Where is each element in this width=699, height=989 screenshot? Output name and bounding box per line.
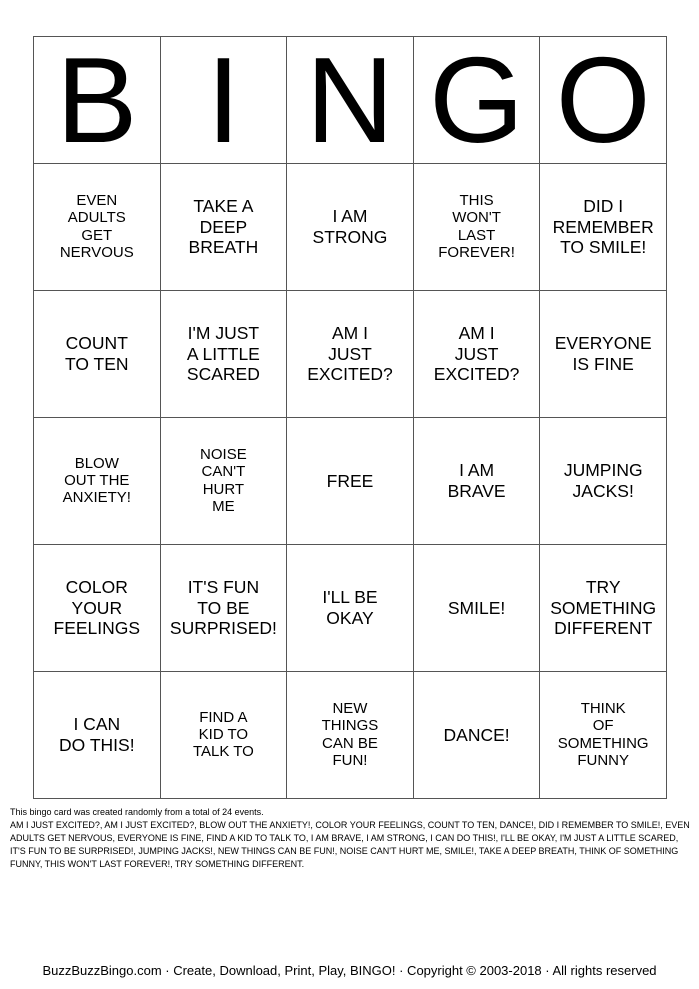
bingo-cell [540, 672, 667, 799]
bingo-cell [34, 164, 161, 291]
bingo-row-1 [34, 164, 667, 291]
bingo-cell [34, 418, 161, 545]
bingo-cell [34, 291, 161, 418]
header-letter-g: G [413, 37, 540, 164]
header-letter-b: B [34, 37, 161, 164]
cell-text: I AM BRAVE [447, 460, 506, 501]
cell-text: THIS WON'T LAST FOREVER! [438, 192, 515, 261]
bingo-cell [413, 418, 540, 545]
cell-text: EVERYONE IS FINE [554, 333, 652, 374]
cell-text: COLOR YOUR FEELINGS [53, 577, 141, 638]
cell-text: TAKE A DEEP BREATH [188, 196, 259, 257]
bingo-row-5 [34, 672, 667, 799]
bingo-cell [540, 164, 667, 291]
cell-text: FIND A KID TO TALK TO [192, 708, 254, 761]
bingo-cell [413, 545, 540, 672]
cell-text: I CAN DO THIS! [59, 714, 135, 755]
bingo-cell [540, 545, 667, 672]
bingo-cell [413, 291, 540, 418]
bingo-cell [160, 418, 287, 545]
cell-text: I'M JUST A LITTLE SCARED [186, 323, 260, 384]
cell-text: I'LL BE OKAY [322, 587, 378, 628]
bingo-card [33, 36, 667, 799]
cell-text: BLOW OUT THE ANXIETY! [62, 454, 131, 507]
bingo-row-3 [34, 418, 667, 545]
cell-text: THINK OF SOMETHING FUNNY [557, 700, 649, 769]
card-info-event-list: AM I JUST EXCITED?, AM I JUST EXCITED?, BLOW OUT THE ANXIETY!, COLOR YOUR FEELINGS, COUNT TO TEN, DANCE!, DID I REMEMBER TO SMILE!, EVEN ADULTS GET NERVOUS, EVERYONE IS FINE, FIND A KID TO TALK TO, I AM BRAVE, I AM STRONG, I CAN DO THIS!, I'LL BE OKAY, I'M JUST A LITTLE SCARED, IT'S FUN TO BE SURPRISED!, JUMPING JACKS!, NEW THINGS CAN BE FUN!, NOISE CAN'T HURT ME, SMILE!, TAKE A DEEP BREATH, THINK OF SOMETHING FUNNY, THIS WON'T LAST FOREVER!, TRY SOMETHING DIFFERENT. [10, 820, 690, 869]
bingo-cell [287, 672, 414, 799]
bingo-cell [160, 164, 287, 291]
header-letter-o: O [540, 37, 667, 164]
bingo-cell [160, 545, 287, 672]
site-footer: BuzzBuzzBingo.com · Create, Download, Print, Play, BINGO! · Copyright © 2003-2018 · All rights reserved [42, 963, 657, 978]
bingo-cell [540, 291, 667, 418]
bingo-row-2 [34, 291, 667, 418]
cell-text: IT'S FUN TO BE SURPRISED! [169, 577, 277, 638]
cell-text: AM I JUST EXCITED? [433, 323, 520, 384]
cell-text: NOISE CAN'T HURT ME [200, 446, 247, 515]
cell-text: I AM STRONG [312, 206, 388, 247]
bingo-cell [287, 545, 414, 672]
free-space-text: FREE [326, 470, 374, 491]
cell-text: SMILE! [447, 597, 506, 618]
bingo-cell [413, 672, 540, 799]
bingo-cell [413, 164, 540, 291]
cell-text: DANCE! [443, 724, 510, 745]
cell-text: COUNT TO TEN [65, 333, 129, 374]
bingo-header-row [34, 37, 667, 164]
cell-text: EVEN ADULTS GET NERVOUS [59, 192, 134, 261]
cell-text: DID I REMEMBER TO SMILE! [552, 196, 654, 257]
cell-text: NEW THINGS CAN BE FUN! [321, 700, 379, 769]
bingo-cell [34, 545, 161, 672]
header-letter-i: I [160, 37, 287, 164]
bingo-row-4 [34, 545, 667, 672]
bingo-cell [160, 672, 287, 799]
bingo-cell [34, 672, 161, 799]
card-info-summary: This bingo card was created randomly from a total of 24 events. [10, 807, 264, 817]
bingo-cell [287, 164, 414, 291]
cell-text: AM I JUST EXCITED? [307, 323, 393, 384]
card-info [10, 806, 690, 871]
free-space-cell [287, 418, 414, 545]
header-letter-n: N [287, 37, 414, 164]
bingo-cell [160, 291, 287, 418]
cell-text: JUMPING JACKS! [563, 460, 643, 501]
bingo-cell [540, 418, 667, 545]
bingo-cell [287, 291, 414, 418]
cell-text: TRY SOMETHING DIFFERENT [550, 577, 657, 638]
